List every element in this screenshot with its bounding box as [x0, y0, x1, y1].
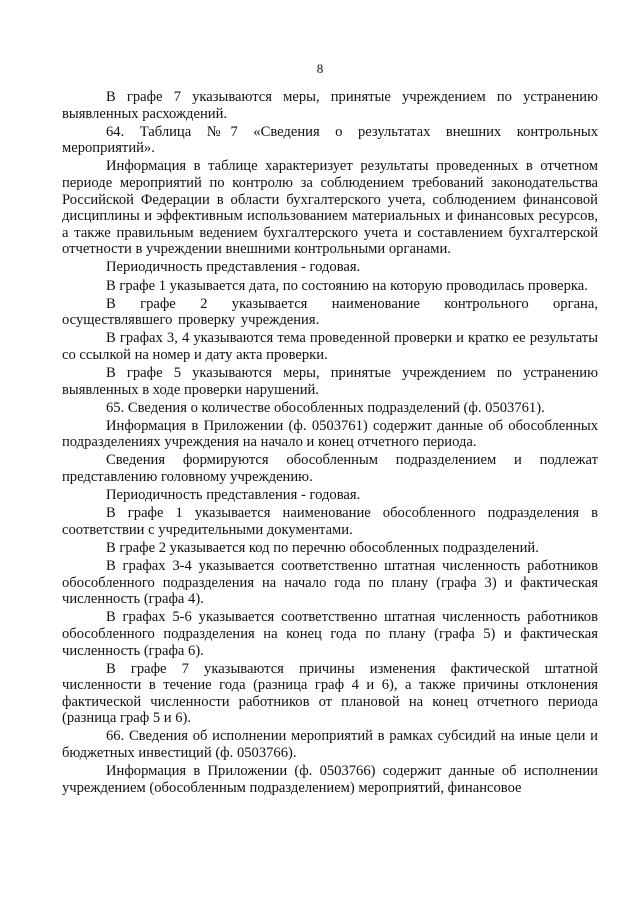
paragraph: В графе 1 указывается дата, по состоянию на которую проводилась проверка. — [106, 277, 588, 294]
paragraph: Информация в Приложении (ф. 0503766) содержит данные об исполнении учреждением (обособленным подразделением) мероприятий, финансовое — [62, 763, 598, 796]
paragraph: Информация в Приложении (ф. 0503761) содержит данные об обособленных подразделениях учреждения на начало и конец отчетного периода. — [62, 417, 598, 451]
section-heading-64: 64. Таблица №7 «Сведения о результатах внешних контрольных мероприятий». — [62, 123, 598, 157]
paragraph: Сведения формируются обособленным подразделением и подлежат представлению головному учреждению. — [62, 452, 598, 486]
paragraph: В графе 2 указывается код по перечню обособленных подразделений. — [106, 539, 539, 556]
page-number: 8 — [316, 61, 324, 76]
section-heading-66: 66. Сведения об исполнении мероприятий в рамках субсидий на иные цели и бюджетных инвестиций (ф. 0503766). — [62, 728, 598, 762]
paragraph: Информация в таблице характеризует результаты проведенных в отчетном периоде мероприятий по контролю за соблюдением требований законодательства Российской Федерации в области бухгалтерского учета, соблюдением финансовой дисциплины и эффективным использованием материальных и финансовых ресурсов, а также правильным ведением бухгалтерского учета и составлением бухгалтерской отчетности в учреждении внешними контрольными органами. — [62, 158, 598, 258]
paragraph: Периодичность представления - годовая. — [106, 487, 361, 504]
paragraph: В графе 7 указываются меры, принятые учреждением по устранению выявленных расхождений. — [62, 89, 598, 122]
paragraph: В графе 7 указываются причины изменения фактической штатной численности в течение года (разница граф 4 и 6), а также причины отклонения фактической численности работников от плановой на конец отчетного периода (разница граф 5 и 6). — [62, 660, 598, 727]
paragraph: В графах 3, 4 указываются тема проведенной проверки и кратко ее результаты со ссылкой на номер и дату акта проверки. — [62, 330, 598, 363]
paragraph: В графе 2 указывается наименование контрольного органа, осуществлявшего проверку учреждения. — [62, 295, 598, 329]
paragraph: Периодичность представления - годовая. — [106, 259, 361, 276]
paragraph: В графах 3-4 указывается соответственно штатная численность работников обособленного подразделения на начало года по плану (графа 3) и фактическая численность (графа 4). — [62, 558, 598, 608]
document-body — [62, 89, 598, 798]
paragraph: В графе 5 указываются меры, принятые учреждением по устранению выявленных в ходе проверки нарушений. — [62, 365, 598, 398]
paragraph: В графе 1 указывается наименование обособленного подразделения в соответствии с учредительными документами. — [62, 505, 598, 538]
paragraph: В графах 5-6 указывается соответственно штатная численность работников обособленного подразделения на конец года по плану (графа 5) и фактическая численность (графа 6). — [62, 609, 598, 659]
section-heading-65: 65. Сведения о количестве обособленных подразделений (ф. 0503761). — [106, 399, 545, 416]
